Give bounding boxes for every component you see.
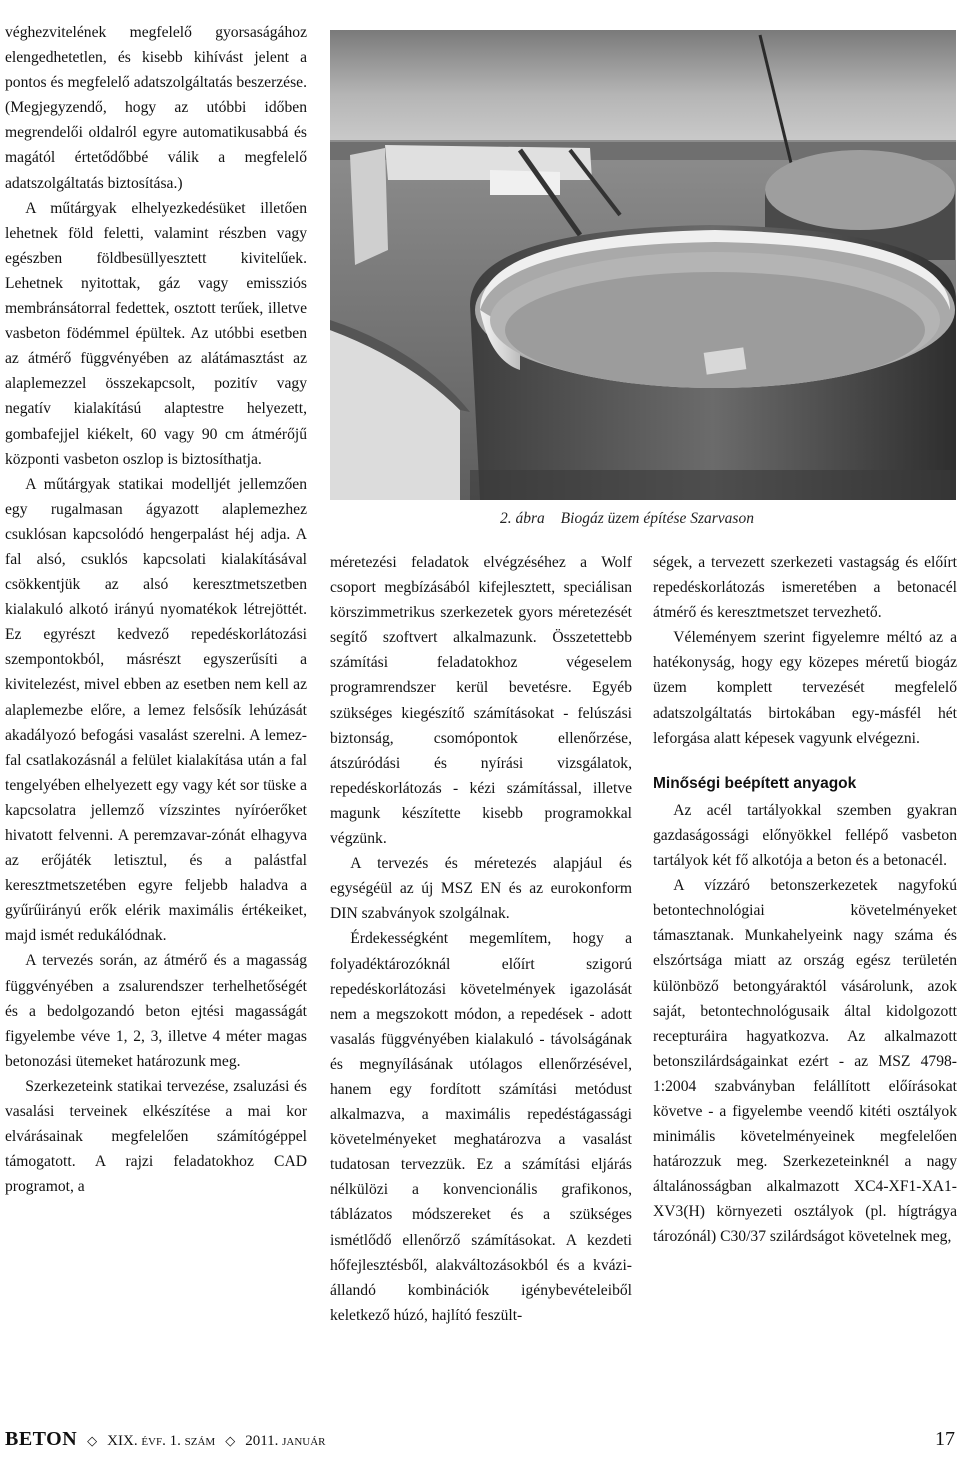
issue-volume: XIX. évf. 1. szám [107,1433,216,1449]
paragraph: A tervezés és méretezés alapjául és egységéül az új MSZ EN és az eurokonform DIN szabványok szolgálnak. [330,855,632,923]
text-column-middle [330,550,632,1328]
page-footer [5,1428,955,1454]
paragraph: ségek, a tervezett szerkezeti vastagság és előírt repedéskorlátozás ismeretében a betonacél átmérő és keresztmetszet tervezhető. [653,554,957,622]
text-column-right [653,550,957,1250]
figure-caption [500,510,920,528]
paragraph: méretezési feladatok elvégzéséhez a Wolf csoport megbízásából kifejlesztett, speciálisan körszimmetrikus szerkezetek gyors méretezését segítő szoftvert alkalmazunk. Összetettebb számítási feladatokhoz végeselem programrendszer kerül bevetésre. Egyéb szükséges kiegészítő számításokat - felúszási biztonság, csomópontok ellenőrzése, átszúródási és nyírási vizsgálatok, repedéskorlátozás - kézi számítással, illetve magunk készítette kisebb programokkal végzünk. [330,554,632,848]
paragraph: A műtárgyak statikai modelljét jellemzően egy rugalmasan ágyazott alaplemezhez csuklósan kapcsolódó hengerpalást héj adja. A fal alsó, csuklós kapcsolati kialakításával csökkentjük az alsó keresztmetszetben kialakuló alkotó irányú nyomatékok létrejöttét. Ez egyrészt kedvező repedéskorlátozási szempontokból, másrészt egyszerűsíti a kivitelezést, mivel ebben az esetben nem kell az alaplemezbe előre, a lemez felsősík lehúzását akadályozó befogási vasalást szerelni. A lemez-fal csatlakozásnál a felület kialakítása után a fal tengelyében elhelyezett egy vagy két sor tüske a kapcsolatra jellemző vízszintes nyíróerőket hivatott felvenni. A peremzavar-zónát elhagyva az erőjáték letisztul, és a palástfal keresztmetszetében egyre feljebb haladva a gyűrűirányú erők elérik maximális értékeiket, majd ismét redukálódnak. [5,475,307,945]
biogas-plant-photo [330,30,956,500]
text-column-left [5,20,307,1199]
diamond-separator-icon: ◇ [225,1433,236,1448]
figure-number: 2. ábra [500,510,545,527]
photo-illustration [330,30,956,500]
page-number: 17 [935,1428,955,1450]
section-heading: Minőségi beépített anyagok [653,774,857,792]
diamond-separator-icon: ◇ [87,1433,98,1448]
paragraph: A vízzáró betonszerkezetek nagyfokú betontechnológiai követelményeket támasztanak. Munkahelyeink nagy száma és elszórtsága miatt az ország egész területén különböző betongyáraktól vásárolunk, azok saját, betontechnológusaik által kidolgozott recepturáira hagyatkozva. Az alkalmazott betonszilárdságainkat ezért - az MSZ 4798-1:2004 szabványban felállított előírásokat követve - a figyelembe veendő kitéti osztályok minimális követelményeinek megfelelően határozzuk meg. Szerkezeteinknél a nagy általánosságban alkalmazott XC4-XF1-XA1-XV3(H) környezeti osztályok (pl. hígtrágya tározónál) C30/37 szilárdságot követelnek meg, [653,877,957,1246]
magazine-name: BETON [5,1428,78,1450]
paragraph: Az acél tartályokkal szemben gyakran gazdaságossági előnyökkel fellépő vasbeton tartályok két fő alkotója a beton és a betonacél. [653,801,957,870]
issue-date: 2011. január [245,1433,326,1449]
paragraph: Szerkezeteink statikai tervezése, zsaluzási és vasalási terveinek elkészítése a mai kor elvárásainak megfelelően számítógéppel támogatott. A rajzi feladatokhoz CAD programot, a [5,1077,307,1196]
paragraph: A tervezés során, az átmérő és a magasság függvényében a zsalurendszer terhelhetőségét és a bedolgozandó beton ejtési magasságát figyelembe véve 1, 2, 3, illetve 4 méter magas betonozási ütemeket határozunk meg. [5,952,307,1070]
paragraph: A műtárgyak elhelyezkedésüket illetően lehetnek föld feletti, valamint részben vagy egészben földbesüllyesztett kivitelűek. Lehetnek nyitottak, gáz vagy emissziós membránsátorral fedettek, osztott terűek, illetve vasbeton födémmel épültek. Az utóbbi esetben az átmérő függvényében az alátámasztást az alaplemezzel összekapcsolt, pozitív vagy negatív kialakítású alaptestre helyezett, gombafejjel kiékelt, 60 vagy 90 cm átmérőjű központi vasbeton oszlop is biztosíthatja. [5,199,307,468]
figure-caption-text: Biogáz üzem építése Szarvason [560,510,754,527]
paragraph: Érdekességként megemlítem, hogy a folyadéktározóknál előírt szigorú repedéskorlátozási követelmények igazolását nem a megszokott módon, a repedések - adott vasalás függvényében kialakuló - távolságának és megnyílásának utólagos ellenőrzésével, hanem egy fordított számítási metódust alkalmazva, a maximális repedéstágassági követelményeket meghatározva a vasalást tudatosan tervezzük. Ez a számítási eljárás nélkülözi a konvencionális grafikonos, táblázatos módszereket és a szükséges ismétlődő ellenőrző számításokat. A kezdeti hőfejlesztésből, alakváltozásokból és a kvázi-állandó kombinációk igénybevételeiből keletkező húzó, hajlító feszült- [330,930,632,1324]
paragraph: véghezvitelének megfelelő gyorsaságához elengedhetetlen, és kisebb kihívást jelent a pontos és megfelelő adatszolgáltatás beszerzése. (Megjegyzendő, hogy az utóbbi időben megrendelői oldalról egyre automatikusabbá és magától értetődőbbé válik a megfelelő adatszolgáltatás biztosítása.) [5,24,307,192]
paragraph: Véleményem szerint figyelemre méltó az a hatékonyság, hogy egy közepes méretű biogáz üzem komplett tervezését megfelelő adatszolgáltatás birtokában egy-másfél hét leforgása alatt képesek vagyunk elvégezni. [653,629,957,747]
